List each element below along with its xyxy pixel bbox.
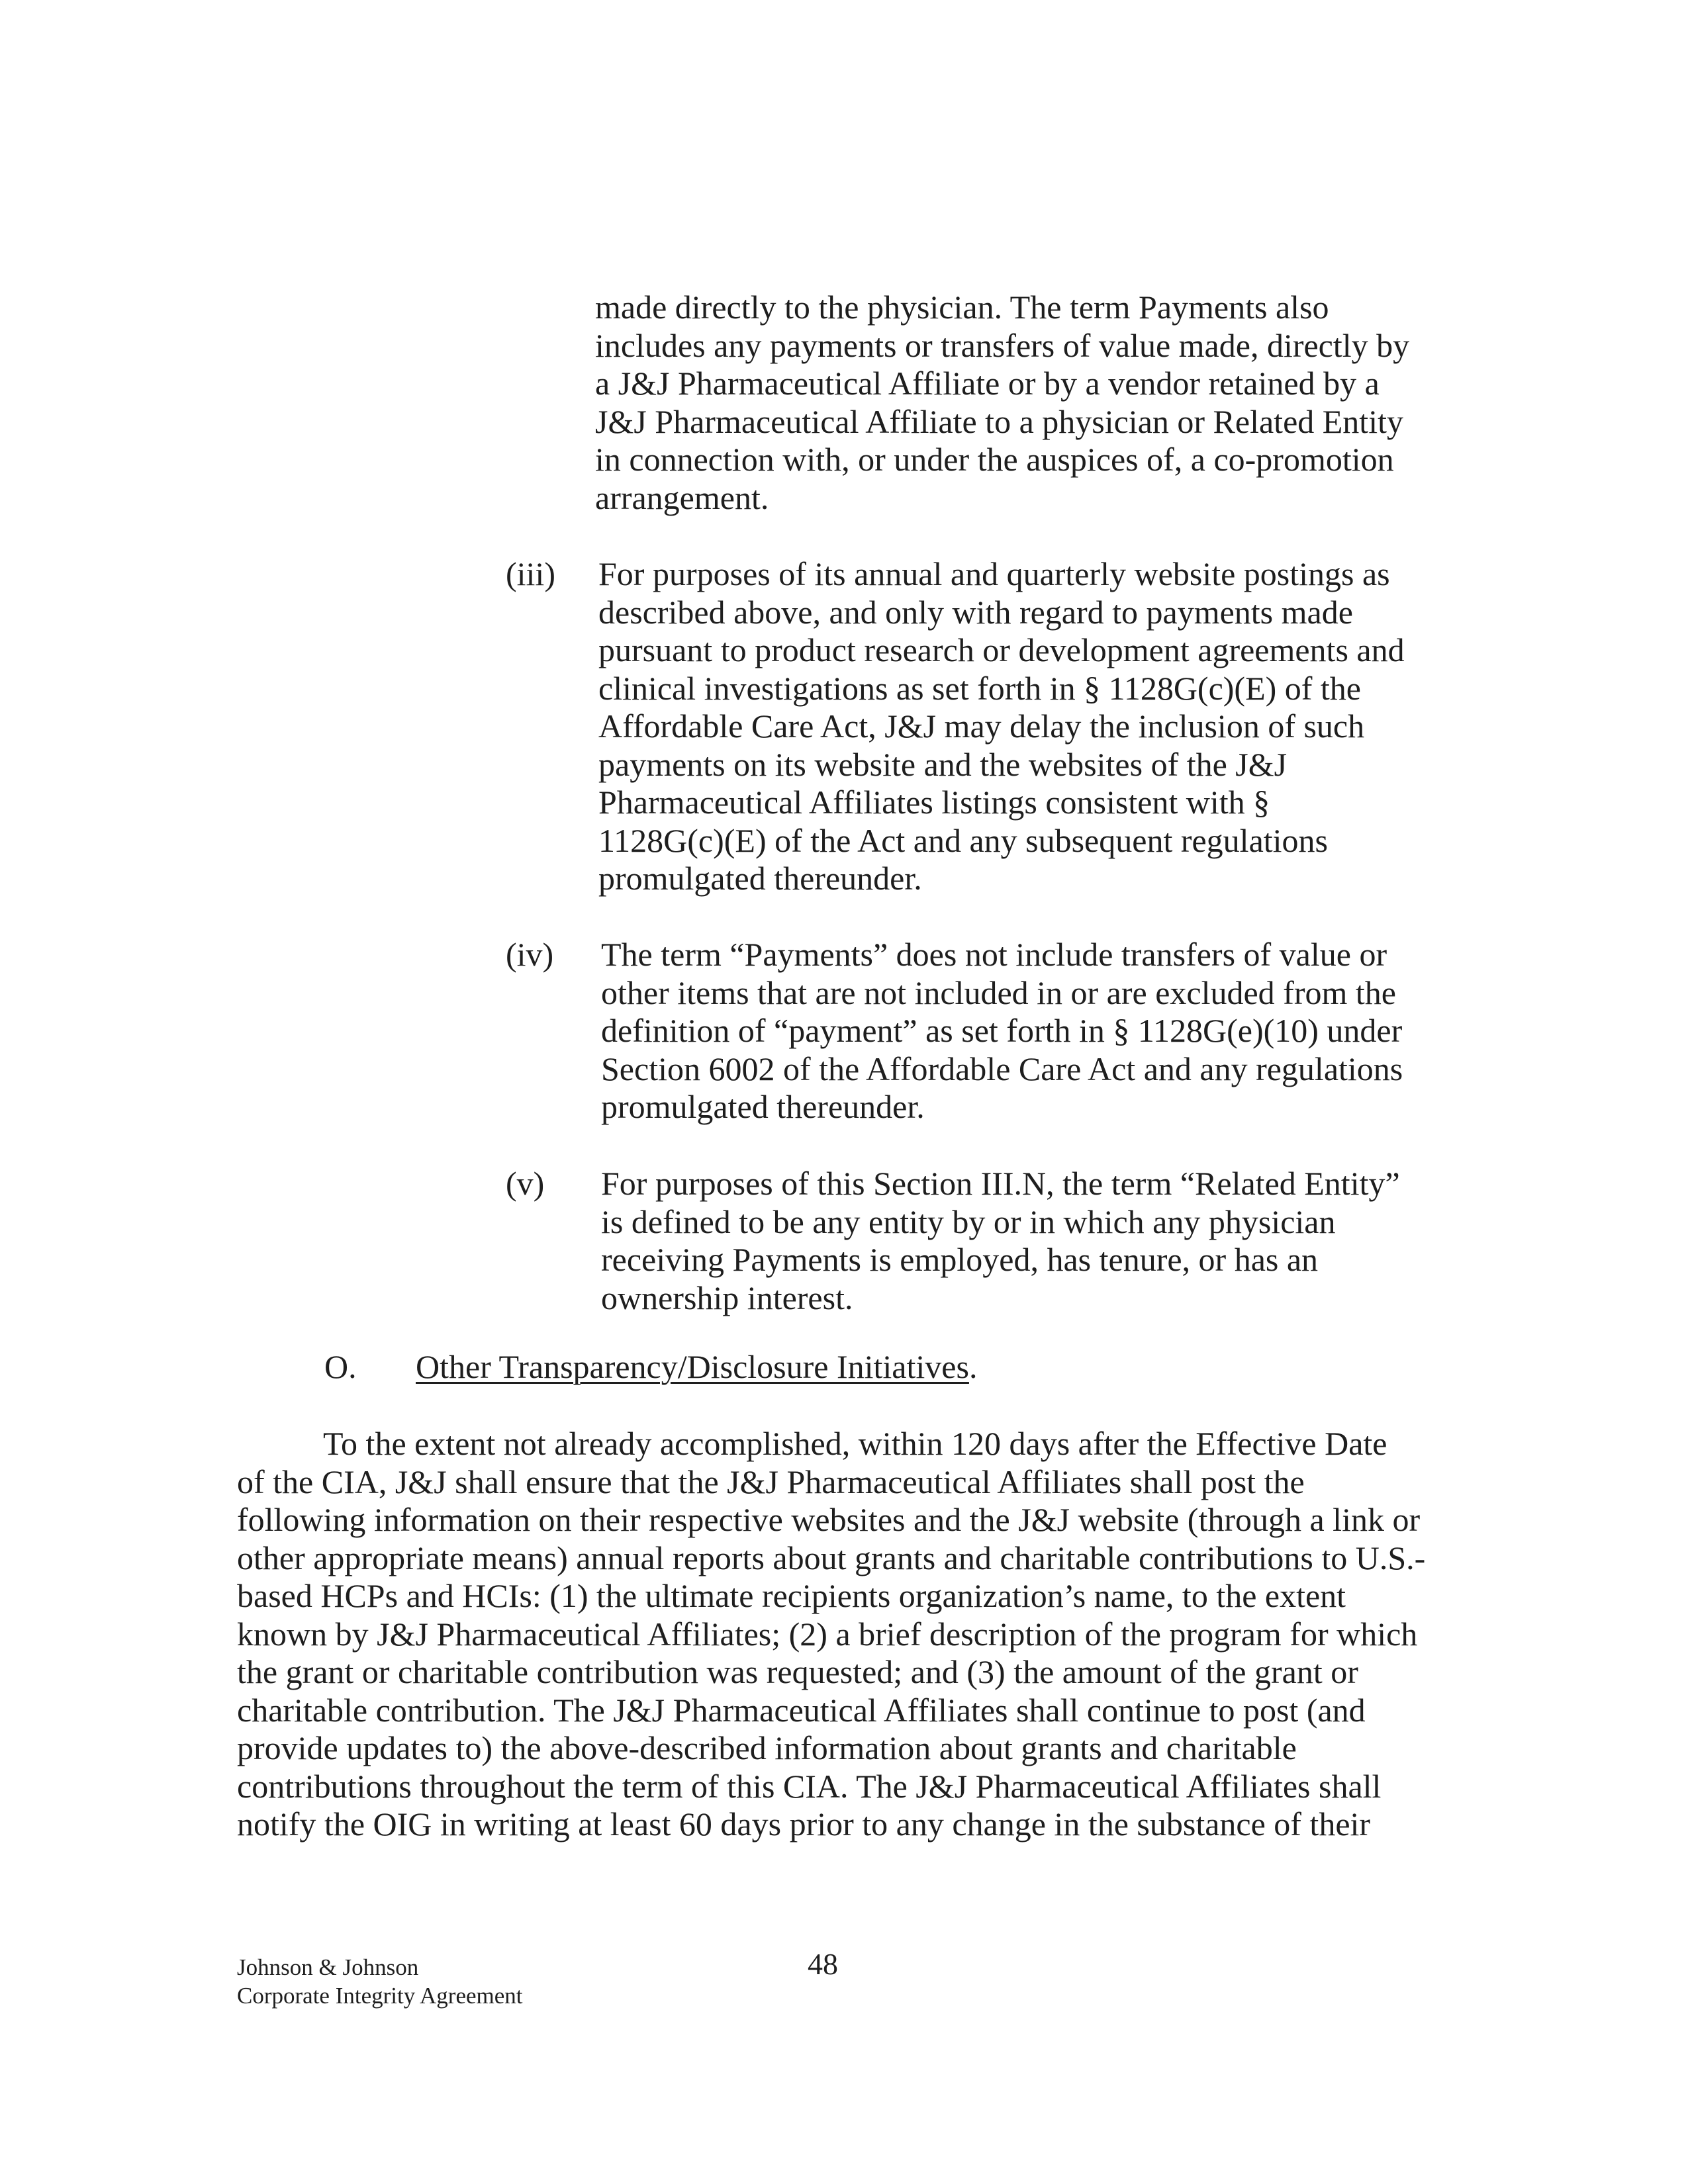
text-line: clinical investigations as set forth in § 1128G(c)(E) of the: [598, 669, 1362, 707]
item-number-v: (v): [506, 1165, 545, 1202]
text-line: described above, and only with regard to payments made: [598, 593, 1353, 631]
text-line: For purposes of this Section III.N, the term “Related Entity”: [601, 1165, 1400, 1202]
footer-document-title: Corporate Integrity Agreement: [237, 1983, 523, 2009]
footer-company: Johnson & Johnson: [237, 1954, 419, 1980]
text-line: following information on their respective websites and the J&J website (through a link or: [237, 1501, 1421, 1538]
item-text-v: [601, 1165, 1400, 1317]
text-line: known by J&J Pharmaceutical Affiliates; (2) a brief description of the program for which: [237, 1615, 1418, 1653]
text-line: contributions throughout the term of this CIA. The J&J Pharmaceutical Affiliates shall: [237, 1767, 1382, 1805]
text-line: other appropriate means) annual reports about grants and charitable contributions to U.S.-: [237, 1539, 1426, 1576]
text-line: other items that are not included in or are excluded from the: [601, 974, 1396, 1011]
footer-label: [237, 1953, 523, 2010]
text-line: charitable contribution. The J&J Pharmaceutical Affiliates shall continue to post (and: [237, 1691, 1366, 1729]
page-number: 48: [808, 1947, 838, 1981]
section-title: Other Transparency/Disclosure Initiatives: [416, 1348, 969, 1385]
text-line: payments on its website and the websites of the J&J: [598, 745, 1288, 783]
text-line: ownership interest.: [601, 1279, 853, 1316]
text-line: includes any payments or transfers of value made, directly by: [595, 326, 1410, 364]
body-paragraph: [237, 1425, 1425, 1844]
text-line: Pharmaceutical Affiliates listings consistent with §: [598, 784, 1270, 821]
item-text-iii: [598, 555, 1405, 898]
text-line: notify the OIG in writing at least 60 days prior to any change in the substance of their: [237, 1805, 1371, 1843]
text-line: J&J Pharmaceutical Affiliate to a physician or Related Entity: [595, 402, 1403, 440]
text-line: Section 6002 of the Affordable Care Act and any regulations: [601, 1050, 1403, 1087]
text-line: based HCPs and HCIs: (1) the ultimate recipients organization’s name, to the extent: [237, 1577, 1346, 1614]
text-line: definition of “payment” as set forth in § 1128G(e)(10) under: [601, 1012, 1403, 1049]
text-line: To the extent not already accomplished, within 120 days after the Effective Date: [323, 1425, 1387, 1462]
text-line: in connection with, or under the auspices of, a co-promotion: [595, 441, 1394, 478]
continuation-paragraph: [595, 289, 1409, 517]
section-letter: O.: [324, 1348, 357, 1385]
text-line: receiving Payments is employed, has tenure, or has an: [601, 1241, 1319, 1278]
text-line: a J&J Pharmaceutical Affiliate or by a vendor retained by a: [595, 365, 1380, 402]
text-line: For purposes of its annual and quarterly website postings as: [598, 555, 1390, 592]
text-line: arrangement.: [595, 478, 769, 516]
item-number-iii: (iii): [506, 555, 555, 592]
text-line: is defined to be any entity by or in which any physician: [601, 1203, 1336, 1240]
text-line: the grant or charitable contribution was requested; and (3) the amount of the grant or: [237, 1653, 1358, 1690]
item-number-iv: (iv): [506, 936, 554, 973]
text-line: made directly to the physician. The term Payments also: [595, 289, 1329, 326]
section-title-period: .: [968, 1348, 978, 1385]
text-line: of the CIA, J&J shall ensure that the J&J Pharmaceutical Affiliates shall post the: [237, 1463, 1305, 1500]
section-heading: [416, 1348, 977, 1387]
text-line: 1128G(c)(E) of the Act and any subsequent regulations: [598, 821, 1329, 859]
item-text-iv: [601, 936, 1403, 1126]
text-line: promulgated thereunder.: [601, 1088, 925, 1125]
text-line: Affordable Care Act, J&J may delay the inclusion of such: [598, 707, 1365, 745]
text-line: provide updates to) the above-described information about grants and charitable: [237, 1729, 1297, 1766]
text-line: pursuant to product research or development agreements and: [598, 631, 1405, 668]
text-line: promulgated thereunder.: [598, 860, 922, 897]
text-line: The term “Payments” does not include transfers of value or: [601, 936, 1387, 973]
